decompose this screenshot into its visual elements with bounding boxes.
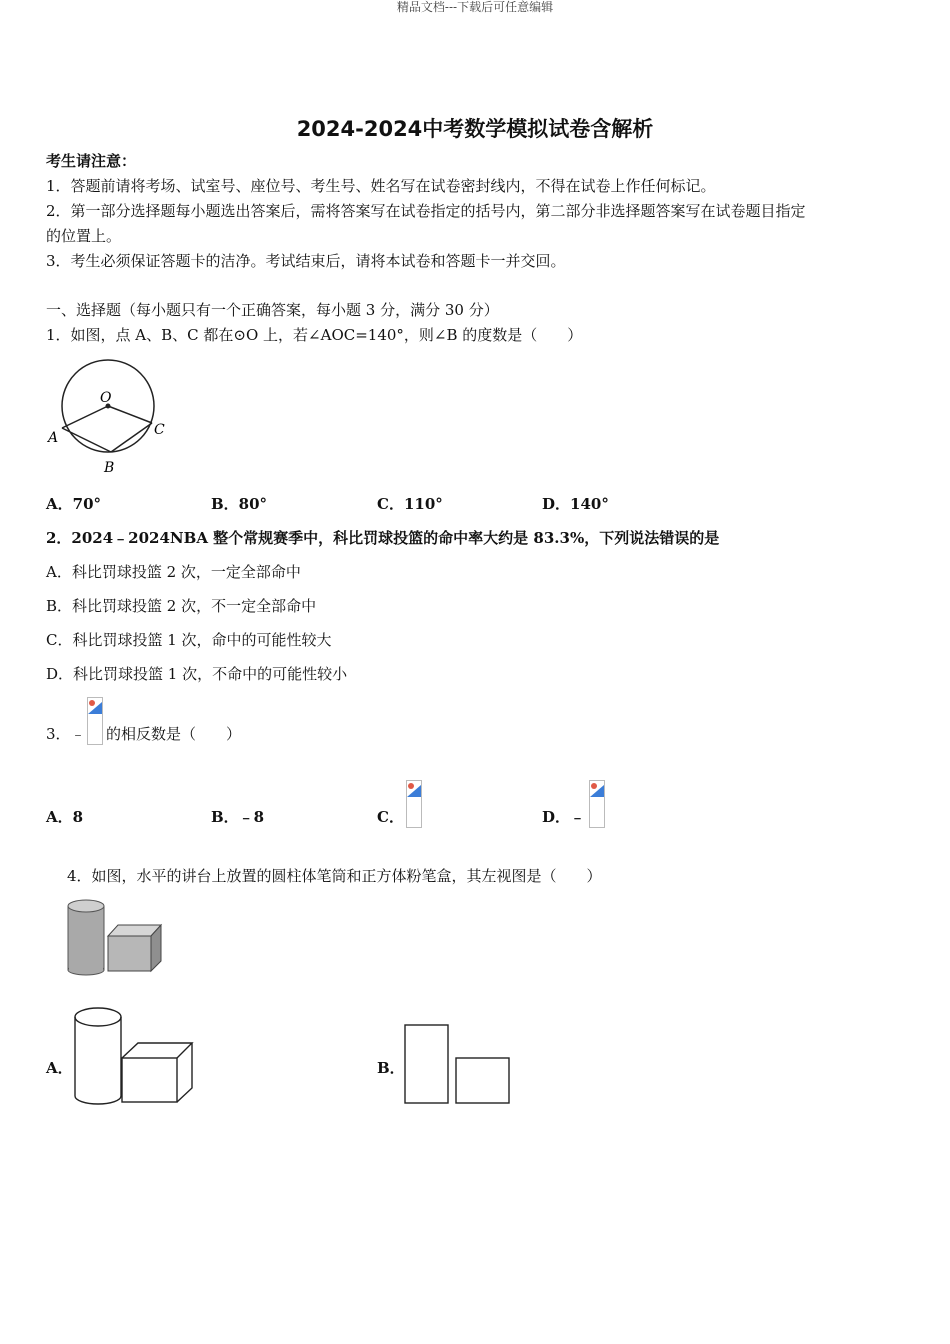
notice-item-2: 2．第一部分选择题每小题选出答案后，需将答案写在试卷指定的括号内，第二部分非选择题答案写在试卷题目指定 bbox=[46, 202, 806, 220]
label-b: B bbox=[104, 460, 115, 476]
option-a-figure bbox=[72, 1004, 196, 1108]
notice-item-3: 3．考生必须保证答题卡的洁净。考试结束后，请将本试卷和答题卡一并交回。 bbox=[46, 252, 566, 270]
exam-title: 2024-2024中考数学模拟试卷含解析 bbox=[296, 117, 654, 141]
cylinder-cube-figure bbox=[64, 895, 164, 977]
q4-option-b: B． bbox=[377, 1059, 405, 1077]
label-o: O bbox=[100, 390, 112, 406]
q2-option-d: D．科比罚球投篮 1 次，不命中的可能性较小 bbox=[46, 665, 348, 683]
q2-option-b: B．科比罚球投篮 2 次，不一定全部命中 bbox=[46, 597, 317, 615]
q4-option-a: A． bbox=[46, 1059, 73, 1077]
label-c: C bbox=[154, 422, 165, 438]
section-heading: 一、选择题（每小题只有一个正确答案，每小题 3 分，满分 30 分） bbox=[46, 301, 499, 319]
q3-option-d: D．﹣ bbox=[542, 808, 586, 826]
page-header: 精品文档---下载后可任意编辑 bbox=[396, 0, 554, 14]
notice-item-2-cont: 的位置上。 bbox=[46, 227, 122, 245]
question-4-stem: 4．如图，水平的讲台上放置的圆柱体笔筒和正方体粉笔盒，其左视图是（ ） bbox=[67, 867, 602, 885]
question-2-stem: 2．2024﹣2024NBA 整个常规赛季中，科比罚球投篮的命中率大约是 83.3%，下列说法错误的是 bbox=[46, 529, 720, 547]
notice-heading: 考生请注意： bbox=[46, 152, 137, 170]
question-3-suffix: 的相反数是（ ） bbox=[106, 725, 242, 743]
broken-image-icon bbox=[589, 780, 605, 828]
q1-option-a: A．70° bbox=[46, 495, 102, 513]
label-a: A bbox=[48, 430, 59, 446]
q3-option-c: C． bbox=[377, 808, 404, 826]
broken-image-icon bbox=[87, 697, 103, 745]
q2-option-c: C．科比罚球投篮 1 次，命中的可能性较大 bbox=[46, 631, 332, 649]
q1-option-b: B．80° bbox=[211, 495, 268, 513]
q3-option-a: A．8 bbox=[46, 808, 84, 826]
broken-image-icon bbox=[406, 780, 422, 828]
q2-option-a: A．科比罚球投篮 2 次，一定全部命中 bbox=[46, 563, 301, 581]
q1-option-c: C．110° bbox=[377, 495, 443, 513]
option-b-figure bbox=[403, 1023, 513, 1107]
q3-option-b: B．﹣8 bbox=[211, 808, 265, 826]
notice-item-1: 1．答题前请将考场、试室号、座位号、考生号、姓名写在试卷密封线内，不得在试卷上作任何标记。 bbox=[46, 177, 716, 195]
circle-figure bbox=[44, 356, 174, 480]
question-1-stem: 1．如图，点 A、B、C 都在⊙O 上，若∠AOC=140°，则∠B 的度数是（ ） bbox=[46, 326, 583, 344]
q1-option-d: D．140° bbox=[542, 495, 609, 513]
question-3-prefix: 3．﹣ bbox=[46, 725, 86, 743]
